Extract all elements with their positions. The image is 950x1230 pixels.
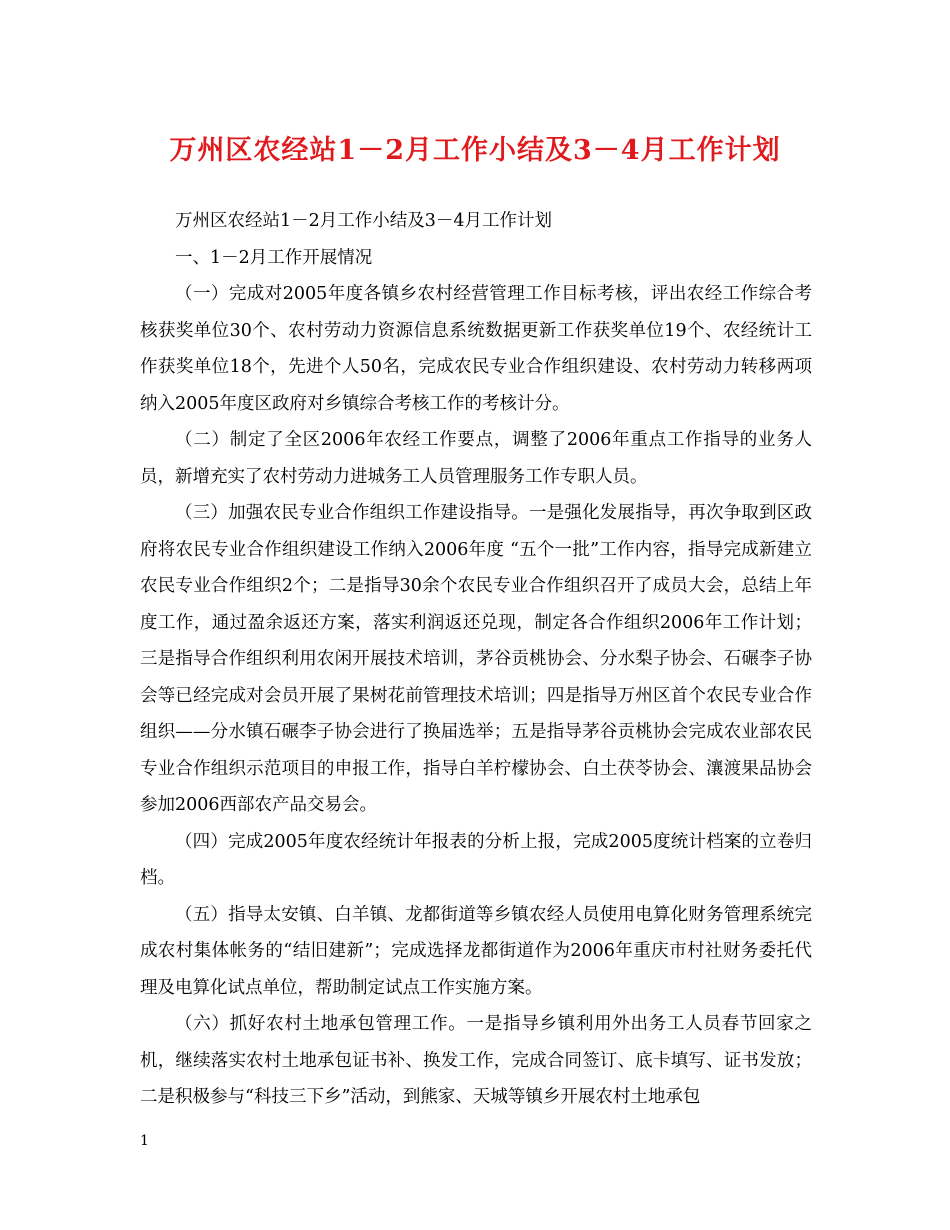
document-body [140,203,812,1116]
subtitle-paragraph: 万州区农经站1－2月工作小结及3－4月工作计划 [175,211,553,231]
paragraph-item-1: （一）完成对2005年度各镇乡农村经营管理工作目标考核，评出农经工作综合考核获奖单位30个、农村劳动力资源信息系统数据更新工作获奖单位19个、农经统计工作获奖单位18个，先进个人50名，完成农民专业合作组织建设、农村劳动力转移两项纳入2005年度区政府对乡镇综合考核工作的考核计分。 [140,284,812,414]
section-heading: 一、1－2月工作开展情况 [175,247,373,268]
paragraph-item-5: （五）指导太安镇、白羊镇、龙都街道等乡镇农经人员使用电算化财务管理系统完成农村集体帐务的“结旧建新”；完成选择龙都街道作为2006年重庆市村社财务委托代理及电算化试点单位，帮助制定试点工作实施方案。 [140,904,812,998]
paragraph-item-6: （六）抓好农村土地承包管理工作。一是指导乡镇利用外出务工人员春节回家之机，继续落实农村土地承包证书补、换发工作，完成合同签订、底卡填写、证书发放；二是积极参与“科技三下乡”活动，到熊家、天城等镇乡开展农村土地承包 [140,1014,812,1107]
page-number: 1 [140,1133,149,1149]
paragraph-item-2: （二）制定了全区2006年农经工作要点，调整了2006年重点工作指导的业务人员，新增充实了农村劳动力进城务工人员管理服务工作专职人员。 [140,430,812,487]
paragraph-item-4: （四）完成2005年度农经统计年报表的分析上报，完成2005度统计档案的立卷归档。 [140,831,812,888]
paragraph-item-3: （三）加强农民专业合作组织工作建设指导。一是强化发展指导，再次争取到区政府将农民专业合作组织建设工作纳入2006年度 “五个一批”工作内容，指导完成新建立农民专业合作组织2个；二是指导30余个农民专业合作组织召开了成员大会，总结上年度工作，通过盈余返还方案，落实利润返还兑现，制定各合作组织2006年工作计划；三是指导合作组织利用农闲开展技术培训，茅谷贡桃协会、分水梨子协会、石碾李子协会等已经完成对会员开展了果树花前管理技术培训；四是指导万州区首个农民专业合作组织——分水镇石碾李子协会进行了换届选举；五是指导茅谷贡桃协会完成农业部农民专业合作组织示范项目的申报工作，指导白羊柠檬协会、白土茯苓协会、瀼渡果品协会参加2006西部农产品交易会。 [140,503,812,815]
document-title: 万州区农经站1－2月工作小结及3－4月工作计划 [169,135,781,166]
